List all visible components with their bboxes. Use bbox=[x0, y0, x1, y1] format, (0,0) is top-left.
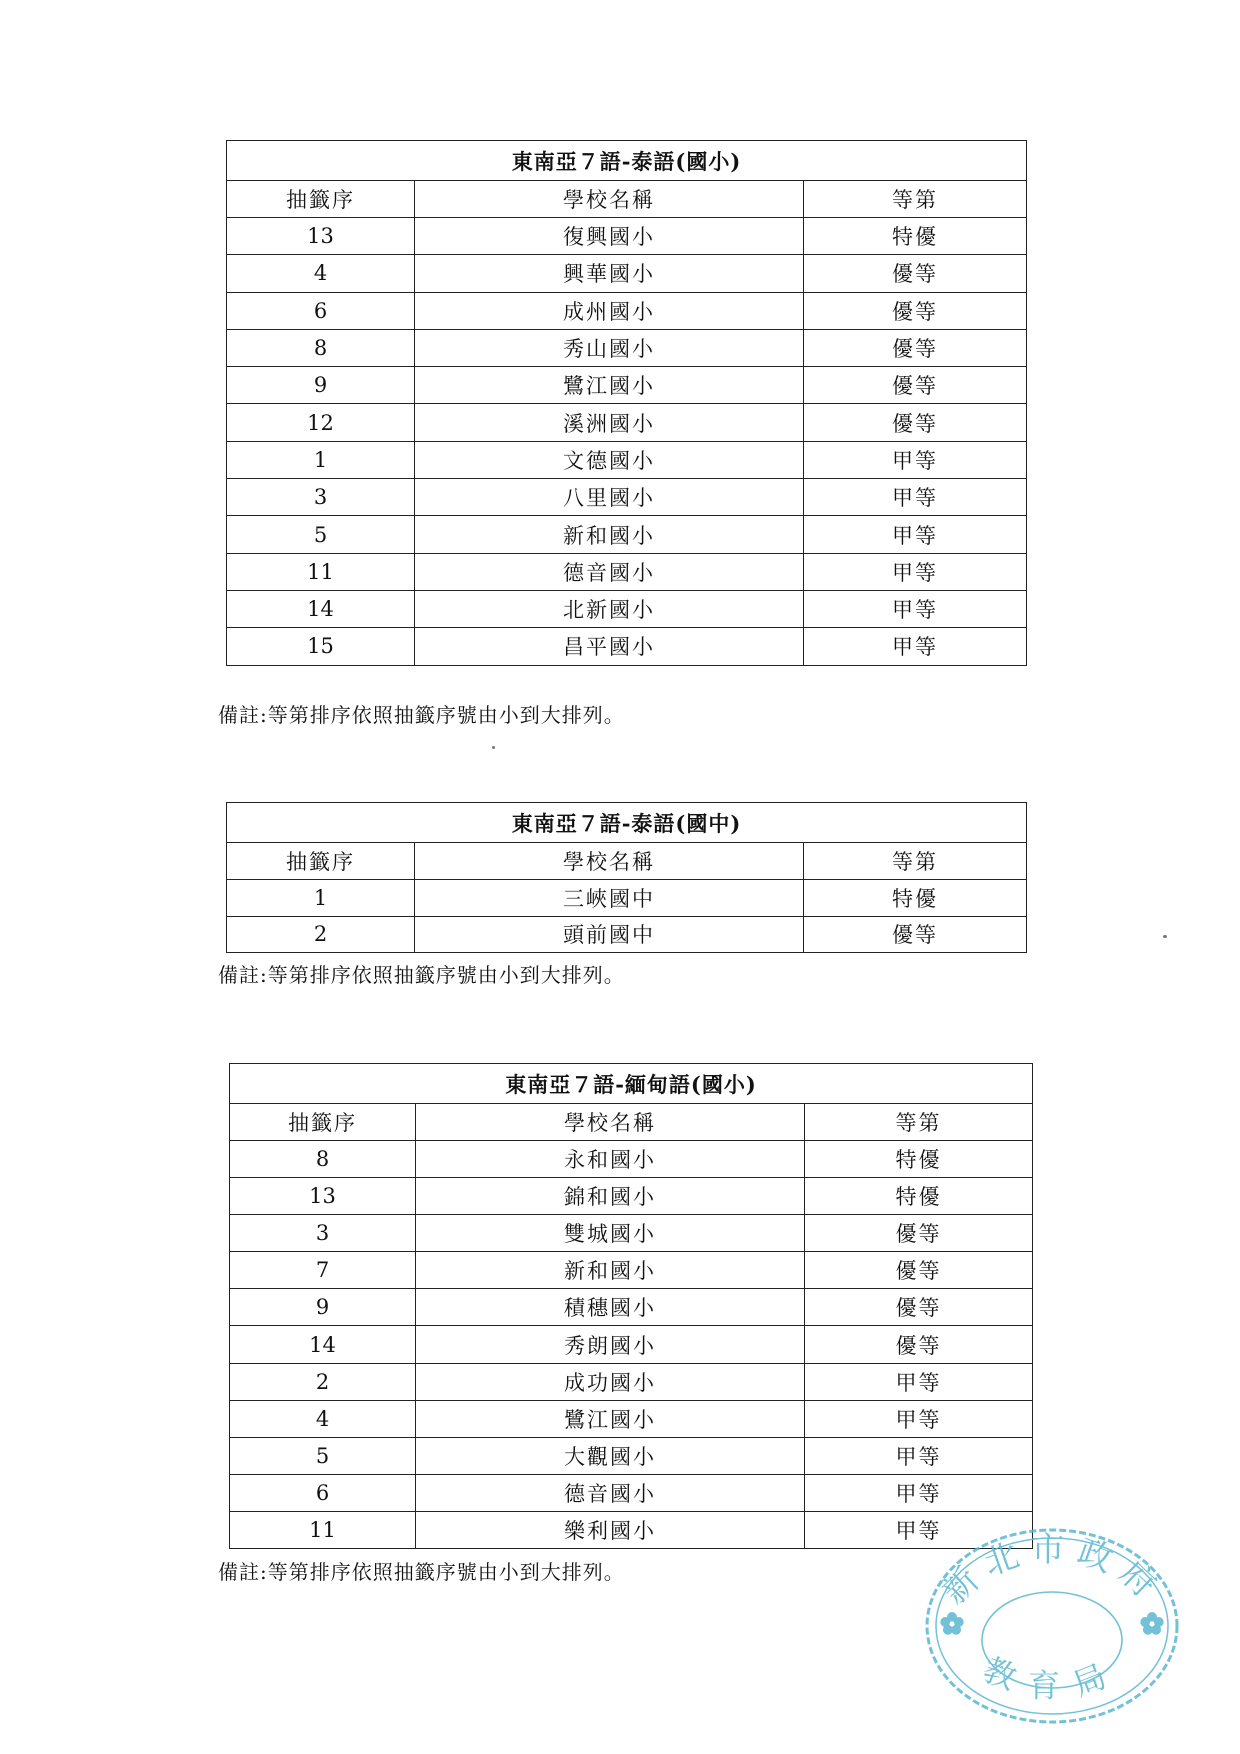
table-row bbox=[230, 1437, 1033, 1474]
cell-draw-order: 3 bbox=[230, 1215, 416, 1252]
cell-grade: 甲等 bbox=[805, 1437, 1033, 1474]
cell-grade: 優等 bbox=[805, 1326, 1033, 1363]
table-row bbox=[227, 441, 1027, 478]
header-school-name: 學校名稱 bbox=[415, 181, 804, 218]
cell-draw-order: 1 bbox=[227, 441, 415, 478]
cell-draw-order: 7 bbox=[230, 1252, 416, 1289]
cell-grade: 甲等 bbox=[804, 516, 1027, 553]
cell-school-name: 昌平國小 bbox=[415, 628, 804, 665]
table-title-row bbox=[227, 803, 1027, 843]
cell-grade: 優等 bbox=[804, 367, 1027, 404]
cell-draw-order: 11 bbox=[230, 1511, 416, 1548]
table-row bbox=[227, 479, 1027, 516]
header-school-name: 學校名稱 bbox=[415, 843, 804, 880]
cell-draw-order: 3 bbox=[227, 479, 415, 516]
cell-grade: 優等 bbox=[804, 292, 1027, 329]
table-row bbox=[227, 916, 1027, 953]
cell-draw-order: 1 bbox=[227, 880, 415, 917]
table-row bbox=[230, 1400, 1033, 1437]
scan-speck bbox=[492, 746, 495, 749]
official-seal-stamp bbox=[920, 1522, 1182, 1728]
cell-school-name: 鷺江國小 bbox=[416, 1400, 805, 1437]
cell-draw-order: 11 bbox=[227, 553, 415, 590]
cell-draw-order: 4 bbox=[227, 255, 415, 292]
cell-draw-order: 14 bbox=[230, 1326, 416, 1363]
cell-grade: 甲等 bbox=[804, 441, 1027, 478]
table-row bbox=[230, 1326, 1033, 1363]
cell-school-name: 鷺江國小 bbox=[415, 367, 804, 404]
scan-speck bbox=[1163, 935, 1167, 938]
cell-draw-order: 5 bbox=[227, 516, 415, 553]
cell-grade: 特優 bbox=[805, 1178, 1033, 1215]
table-body bbox=[227, 803, 1027, 953]
plum-blossom-icon bbox=[1140, 1612, 1163, 1635]
thai-junior-high-table bbox=[226, 802, 1027, 953]
table-header-row bbox=[230, 1104, 1033, 1141]
cell-school-name: 永和國小 bbox=[416, 1141, 805, 1178]
cell-school-name: 文德國小 bbox=[415, 441, 804, 478]
table-body bbox=[230, 1064, 1033, 1549]
table-body bbox=[227, 141, 1027, 666]
table-row bbox=[230, 1363, 1033, 1400]
cell-school-name: 大觀國小 bbox=[416, 1437, 805, 1474]
table-row bbox=[227, 590, 1027, 627]
plum-blossom-icon bbox=[940, 1612, 963, 1635]
cell-school-name: 德音國小 bbox=[416, 1474, 805, 1511]
table-note: 備註:等第排序依照抽籤序號由小到大排列。 bbox=[218, 963, 625, 987]
thai-elementary-table bbox=[226, 140, 1027, 666]
table-row bbox=[230, 1252, 1033, 1289]
cell-school-name: 興華國小 bbox=[415, 255, 804, 292]
cell-school-name: 德音國小 bbox=[415, 553, 804, 590]
cell-school-name: 樂利國小 bbox=[416, 1511, 805, 1548]
cell-grade: 甲等 bbox=[805, 1363, 1033, 1400]
cell-draw-order: 2 bbox=[227, 916, 415, 953]
table-row bbox=[230, 1215, 1033, 1252]
table-note: 備註:等第排序依照抽籤序號由小到大排列。 bbox=[218, 703, 625, 727]
cell-grade: 甲等 bbox=[804, 628, 1027, 665]
cell-grade: 特優 bbox=[804, 218, 1027, 255]
cell-school-name: 雙城國小 bbox=[416, 1215, 805, 1252]
header-draw-order: 抽籤序 bbox=[230, 1104, 416, 1141]
cell-draw-order: 9 bbox=[227, 367, 415, 404]
cell-draw-order: 12 bbox=[227, 404, 415, 441]
seal-text-top: 新北市政府 bbox=[934, 1530, 1172, 1613]
svg-text:教育局 bbox=[978, 1650, 1128, 1704]
table-row bbox=[227, 880, 1027, 917]
cell-grade: 特優 bbox=[804, 880, 1027, 917]
cell-grade: 甲等 bbox=[805, 1511, 1033, 1548]
cell-school-name: 積穗國小 bbox=[416, 1289, 805, 1326]
cell-school-name: 三峽國中 bbox=[415, 880, 804, 917]
table-note: 備註:等第排序依照抽籤序號由小到大排列。 bbox=[218, 1560, 625, 1584]
cell-school-name: 成功國小 bbox=[416, 1363, 805, 1400]
cell-draw-order: 5 bbox=[230, 1437, 416, 1474]
cell-draw-order: 13 bbox=[227, 218, 415, 255]
table-row bbox=[227, 218, 1027, 255]
cell-school-name: 錦和國小 bbox=[416, 1178, 805, 1215]
cell-grade: 優等 bbox=[805, 1252, 1033, 1289]
cell-grade: 優等 bbox=[804, 404, 1027, 441]
header-grade: 等第 bbox=[804, 843, 1027, 880]
table-row bbox=[227, 516, 1027, 553]
table-row bbox=[227, 628, 1027, 665]
table-row bbox=[227, 255, 1027, 292]
table-row bbox=[227, 292, 1027, 329]
table-title-row bbox=[230, 1064, 1033, 1104]
cell-draw-order: 8 bbox=[227, 329, 415, 366]
cell-draw-order: 15 bbox=[227, 628, 415, 665]
table-header-row bbox=[227, 843, 1027, 880]
svg-text:新北市政府 bbox=[935, 1530, 1171, 1612]
table-row bbox=[230, 1178, 1033, 1215]
cell-school-name: 頭前國中 bbox=[415, 916, 804, 953]
table-row bbox=[230, 1511, 1033, 1548]
cell-draw-order: 6 bbox=[230, 1474, 416, 1511]
cell-school-name: 成州國小 bbox=[415, 292, 804, 329]
table-row bbox=[227, 553, 1027, 590]
cell-draw-order: 2 bbox=[230, 1363, 416, 1400]
cell-grade: 優等 bbox=[804, 329, 1027, 366]
table-row bbox=[227, 404, 1027, 441]
cell-school-name: 溪洲國小 bbox=[415, 404, 804, 441]
seal-text-bottom: 教育局 bbox=[977, 1650, 1129, 1705]
burmese-elementary-table bbox=[229, 1063, 1033, 1549]
table-row bbox=[227, 329, 1027, 366]
cell-draw-order: 4 bbox=[230, 1400, 416, 1437]
header-draw-order: 抽籤序 bbox=[227, 843, 415, 880]
cell-draw-order: 9 bbox=[230, 1289, 416, 1326]
cell-draw-order: 8 bbox=[230, 1141, 416, 1178]
cell-grade: 優等 bbox=[804, 255, 1027, 292]
table-title: 東南亞７語-泰語(國小) bbox=[227, 141, 1027, 181]
cell-grade: 特優 bbox=[805, 1141, 1033, 1178]
cell-school-name: 秀山國小 bbox=[415, 329, 804, 366]
table-row bbox=[230, 1141, 1033, 1178]
cell-school-name: 復興國小 bbox=[415, 218, 804, 255]
cell-grade: 甲等 bbox=[804, 590, 1027, 627]
header-grade: 等第 bbox=[805, 1104, 1033, 1141]
cell-school-name: 秀朗國小 bbox=[416, 1326, 805, 1363]
table-title: 東南亞７語-緬甸語(國小) bbox=[230, 1064, 1033, 1104]
table-header-row bbox=[227, 181, 1027, 218]
header-draw-order: 抽籤序 bbox=[227, 181, 415, 218]
cell-grade: 甲等 bbox=[805, 1474, 1033, 1511]
table-row bbox=[230, 1474, 1033, 1511]
cell-school-name: 新和國小 bbox=[416, 1252, 805, 1289]
header-grade: 等第 bbox=[804, 181, 1027, 218]
cell-draw-order: 14 bbox=[227, 590, 415, 627]
cell-draw-order: 13 bbox=[230, 1178, 416, 1215]
cell-grade: 甲等 bbox=[804, 479, 1027, 516]
cell-grade: 甲等 bbox=[804, 553, 1027, 590]
cell-grade: 優等 bbox=[805, 1215, 1033, 1252]
table-row bbox=[230, 1289, 1033, 1326]
table-row bbox=[227, 367, 1027, 404]
cell-draw-order: 6 bbox=[227, 292, 415, 329]
table-title-row bbox=[227, 141, 1027, 181]
cell-grade: 優等 bbox=[804, 916, 1027, 953]
cell-school-name: 八里國小 bbox=[415, 479, 804, 516]
cell-grade: 甲等 bbox=[805, 1400, 1033, 1437]
cell-school-name: 新和國小 bbox=[415, 516, 804, 553]
cell-school-name: 北新國小 bbox=[415, 590, 804, 627]
cell-grade: 優等 bbox=[805, 1289, 1033, 1326]
header-school-name: 學校名稱 bbox=[416, 1104, 805, 1141]
table-title: 東南亞７語-泰語(國中) bbox=[227, 803, 1027, 843]
